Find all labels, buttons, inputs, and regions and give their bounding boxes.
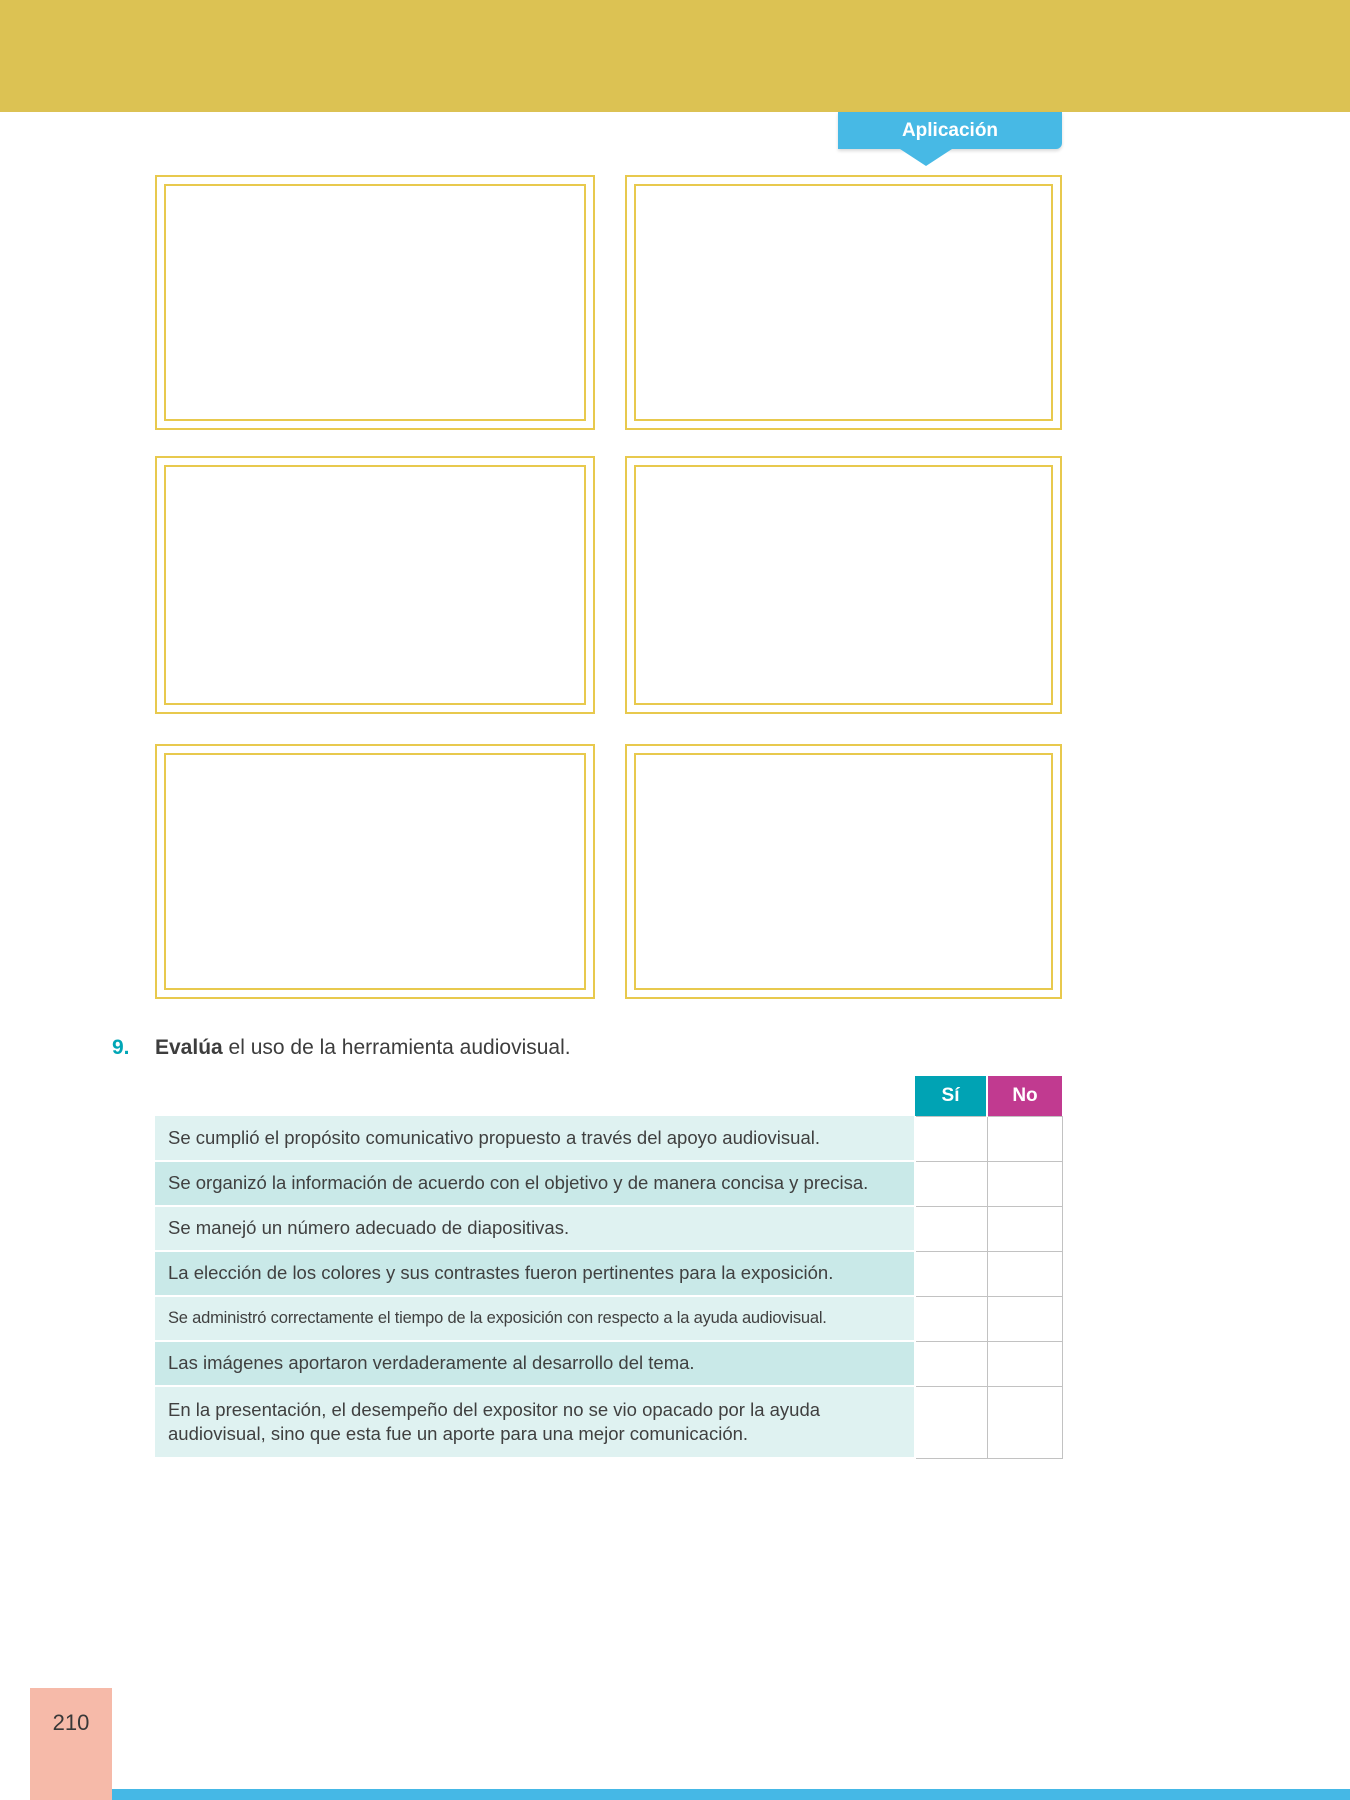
empty-frame-3-inner bbox=[164, 465, 586, 705]
empty-frames-grid bbox=[155, 175, 1062, 1000]
no-answer-cell[interactable] bbox=[987, 1251, 1062, 1296]
statement-cell: En la presentación, el desempeño del expositor no se vio opacado por la ayuda audiovisual, sino que esta fue un aporte para una mejor comunicación. bbox=[155, 1386, 915, 1458]
table-row bbox=[155, 1296, 1062, 1341]
bottom-color-strip bbox=[112, 1789, 1350, 1800]
empty-frame-4 bbox=[625, 456, 1062, 714]
header-spacer bbox=[155, 1076, 915, 1116]
header-no: No bbox=[987, 1076, 1062, 1116]
no-answer-cell[interactable] bbox=[987, 1386, 1062, 1458]
question-9 bbox=[112, 1036, 571, 1060]
no-answer-cell[interactable] bbox=[987, 1116, 1062, 1161]
header-yes: Sí bbox=[915, 1076, 987, 1116]
evaluation-checklist-table bbox=[155, 1076, 1063, 1459]
question-rest: el uso de la herramienta audiovisual. bbox=[222, 1036, 571, 1059]
table-row bbox=[155, 1206, 1062, 1251]
no-answer-cell[interactable] bbox=[987, 1341, 1062, 1386]
aplicacion-ribbon-label: Aplicación bbox=[901, 119, 999, 141]
no-answer-cell[interactable] bbox=[987, 1206, 1062, 1251]
empty-frame-5 bbox=[155, 744, 595, 999]
yes-answer-cell[interactable] bbox=[915, 1206, 987, 1251]
page-number: 210 bbox=[52, 1710, 90, 1735]
empty-frame-2-inner bbox=[634, 184, 1053, 421]
table-row bbox=[155, 1251, 1062, 1296]
empty-frame-6-inner bbox=[634, 753, 1053, 990]
statement-cell: Las imágenes aportaron verdaderamente al desarrollo del tema. bbox=[155, 1341, 915, 1386]
yes-answer-cell[interactable] bbox=[915, 1386, 987, 1458]
statement-cell: Se organizó la información de acuerdo con el objetivo y de manera concisa y precisa. bbox=[155, 1161, 915, 1206]
empty-frame-3 bbox=[155, 456, 595, 714]
checklist-header-row bbox=[155, 1076, 1062, 1116]
no-answer-cell[interactable] bbox=[987, 1161, 1062, 1206]
page-number-tab bbox=[30, 1688, 112, 1800]
statement-cell: La elección de los colores y sus contrastes fueron pertinentes para la exposición. bbox=[155, 1251, 915, 1296]
no-answer-cell[interactable] bbox=[987, 1296, 1062, 1341]
yes-answer-cell[interactable] bbox=[915, 1251, 987, 1296]
question-number: 9. bbox=[112, 1036, 130, 1059]
empty-frame-2 bbox=[625, 175, 1062, 430]
aplicacion-ribbon bbox=[838, 112, 1062, 149]
top-color-band bbox=[0, 0, 1350, 112]
question-lead-word: Evalúa bbox=[155, 1036, 223, 1059]
empty-frame-1-inner bbox=[164, 184, 586, 421]
empty-frame-1 bbox=[155, 175, 595, 430]
question-text bbox=[155, 1036, 571, 1060]
yes-answer-cell[interactable] bbox=[915, 1161, 987, 1206]
table-row bbox=[155, 1161, 1062, 1206]
empty-frame-5-inner bbox=[164, 753, 586, 990]
table-row bbox=[155, 1116, 1062, 1161]
statement-cell: Se manejó un número adecuado de diapositivas. bbox=[155, 1206, 915, 1251]
empty-frame-6 bbox=[625, 744, 1062, 999]
statement-cell: Se administró correctamente el tiempo de la exposición con respecto a la ayuda audiovisual. bbox=[155, 1296, 915, 1341]
table-row bbox=[155, 1341, 1062, 1386]
yes-answer-cell[interactable] bbox=[915, 1341, 987, 1386]
statement-cell: Se cumplió el propósito comunicativo propuesto a través del apoyo audiovisual. bbox=[155, 1116, 915, 1161]
yes-answer-cell[interactable] bbox=[915, 1116, 987, 1161]
yes-answer-cell[interactable] bbox=[915, 1296, 987, 1341]
empty-frame-4-inner bbox=[634, 465, 1053, 705]
table-row bbox=[155, 1386, 1062, 1458]
